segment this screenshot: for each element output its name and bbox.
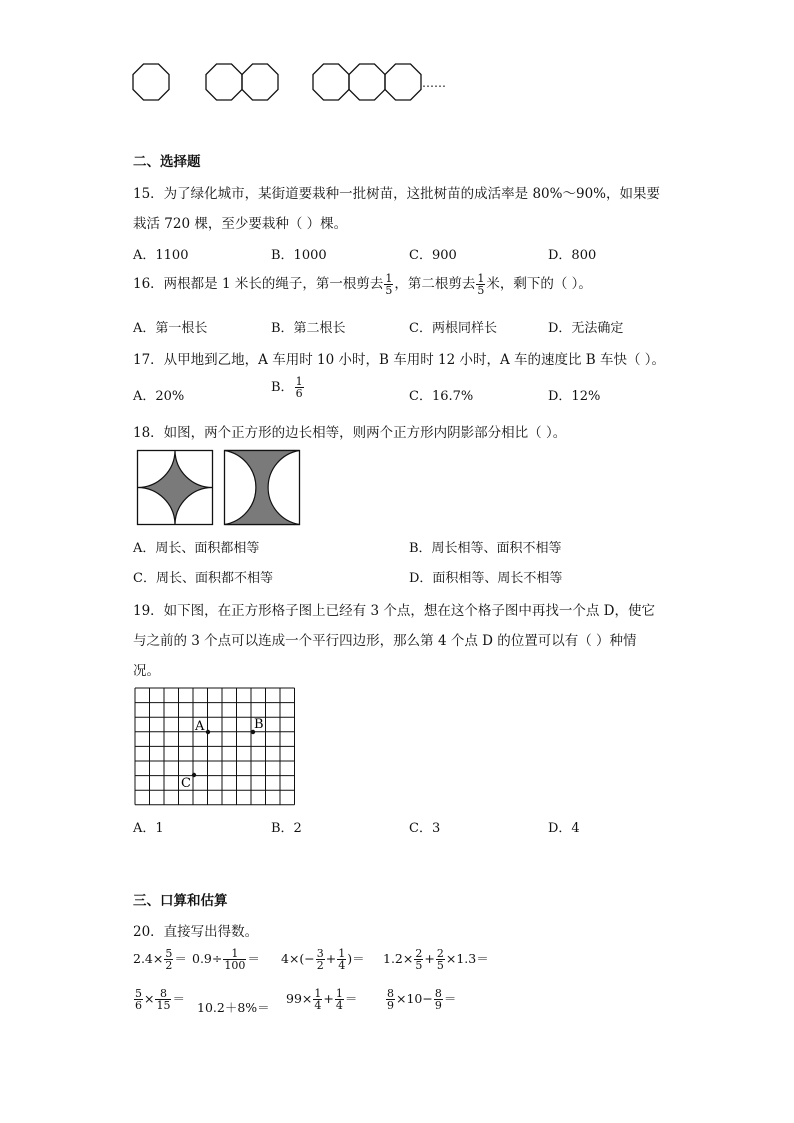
q17-option-d: D．12% xyxy=(548,389,601,404)
expr-text: )＝ xyxy=(347,951,365,966)
question-17: 17．从甲地到乙地，A 车用时 10 小时，B 车用时 12 小时，A 车的速度比 B 车快（ ）。 xyxy=(133,352,666,368)
fraction-denominator: 4 xyxy=(338,959,346,972)
point-a-label: A xyxy=(195,719,205,734)
calc-expression-7 xyxy=(286,988,357,1011)
q15-option-b: B．1000 xyxy=(271,248,327,263)
fraction-numerator: 1 xyxy=(385,272,393,285)
calc-expression-2 xyxy=(192,948,260,971)
fraction-numerator: 3 xyxy=(316,947,324,960)
expr-fraction xyxy=(313,988,322,1011)
expr-text: + xyxy=(325,951,337,966)
octagon-shape xyxy=(133,64,169,100)
fraction-numerator: 2 xyxy=(415,947,423,960)
octagon-shape xyxy=(349,64,385,100)
expr-fraction xyxy=(316,948,325,971)
fraction-numerator: 5 xyxy=(165,947,173,960)
q17-option-a: A．20% xyxy=(133,389,185,404)
expr-text: 1.2× xyxy=(383,951,414,966)
calc-expression-8 xyxy=(385,988,456,1011)
expr-text: × xyxy=(144,991,155,1006)
expr-fraction xyxy=(335,988,344,1011)
q16-fraction-1 xyxy=(384,273,393,296)
calc-expression-3 xyxy=(281,948,365,971)
section-title-mental-math: 三、口算和估算 xyxy=(133,893,228,909)
fraction-denominator: 6 xyxy=(135,999,142,1012)
fraction-numerator: 2 xyxy=(436,947,444,960)
octagon-shape xyxy=(242,64,278,100)
fraction-denominator: 5 xyxy=(385,284,393,297)
octagon-shape xyxy=(385,64,421,100)
fraction-denominator: 4 xyxy=(314,999,322,1012)
expr-fraction xyxy=(223,948,246,971)
expr-fraction xyxy=(134,988,143,1011)
calc-expression-5 xyxy=(133,988,185,1011)
expr-text: 2.4× xyxy=(133,951,164,966)
point-a-marker xyxy=(206,730,210,734)
fraction-numerator: 1 xyxy=(295,375,303,388)
q19-option-a: A．1 xyxy=(133,821,164,836)
calc-expression-6: 10.2＋8%＝ xyxy=(197,1000,270,1015)
q16-text-3: 米，剩下的（ ）。 xyxy=(486,276,592,292)
expr-fraction xyxy=(414,948,423,971)
calc-expression-1 xyxy=(133,948,187,971)
q18-option-c: C．周长、面积都不相等 xyxy=(133,571,273,586)
expr-text: ×10− xyxy=(396,991,433,1006)
pattern-ellipsis: …… xyxy=(422,76,446,90)
expr-fraction xyxy=(386,988,395,1011)
question-19-line1: 19．如下图，在正方形格子图上已经有 3 个点，想在这个格子图中再找一个点 D，使它 xyxy=(133,603,655,619)
q16-option-a: A．第一根长 xyxy=(133,321,208,336)
question-20: 20．直接写出得数。 xyxy=(133,924,259,940)
expr-text: + xyxy=(323,991,334,1006)
expr-text: 99× xyxy=(286,991,313,1006)
expr-text: ＝ xyxy=(172,991,185,1006)
section-title-choice: 二、选择题 xyxy=(133,154,201,170)
expr-fraction xyxy=(155,988,171,1011)
q16-option-b: B．第二根长 xyxy=(271,321,346,336)
fraction-denominator: 5 xyxy=(436,959,444,972)
q19-option-b: B．2 xyxy=(271,821,302,836)
q17-option-b-fraction xyxy=(295,376,304,399)
question-19-line2: 与之前的 3 个点可以连成一个平行四边形，那么第 4 个点 D 的位置可以有（ ）种情 xyxy=(133,633,637,649)
fraction-numerator: 1 xyxy=(477,272,485,285)
fraction-denominator: 9 xyxy=(387,999,394,1012)
octagon-shape xyxy=(206,64,242,100)
point-c-marker xyxy=(192,773,196,777)
expr-text: ＝ xyxy=(344,991,358,1006)
expr-text: ×1.3＝ xyxy=(445,951,489,966)
point-c-label: C xyxy=(181,776,191,791)
fraction-numerator: 8 xyxy=(155,988,171,1000)
expr-text: ＝ xyxy=(247,951,260,966)
fraction-denominator: 15 xyxy=(156,999,171,1012)
fraction-denominator: 9 xyxy=(434,999,442,1012)
q16-text-2: ，第二根剪去 xyxy=(394,276,476,292)
octagon-shape xyxy=(313,64,349,100)
expr-fraction xyxy=(434,988,443,1011)
fraction-numerator: 1 xyxy=(335,987,343,1000)
q15-option-c: C．900 xyxy=(409,248,457,263)
q16-option-c: C．两根同样长 xyxy=(409,321,497,336)
calc-expression-4 xyxy=(383,948,489,971)
q15-option-d: D．800 xyxy=(548,248,597,263)
question-19-line3: 况。 xyxy=(133,663,160,679)
expr-fraction xyxy=(337,948,346,971)
expr-fraction xyxy=(436,948,445,971)
q18-figure-left-square xyxy=(137,450,213,526)
q17-option-c: C．16.7% xyxy=(409,389,474,404)
fraction-denominator: 5 xyxy=(415,959,423,972)
octagon-pattern xyxy=(130,62,450,102)
question-18: 18．如图，两个正方形的边长相等，则两个正方形内阴影部分相比（ ）。 xyxy=(133,425,567,441)
q18-option-b: B．周长相等、面积不相等 xyxy=(409,541,562,556)
q18-option-a: A．周长、面积都相等 xyxy=(133,541,260,556)
question-16 xyxy=(133,272,592,296)
option-prefix: B． xyxy=(271,380,294,395)
fraction-numerator: 8 xyxy=(434,987,442,1000)
fraction-denominator: 2 xyxy=(316,959,324,972)
q19-option-c: C．3 xyxy=(409,821,441,836)
q18-option-d: D．面积相等、周长不相等 xyxy=(409,571,563,586)
q16-text-1: 16．两根都是 1 米长的绳子，第一根剪去 xyxy=(133,276,384,292)
expr-text: 4×(− xyxy=(281,951,315,966)
fraction-denominator: 100 xyxy=(224,959,246,972)
expr-text: + xyxy=(424,951,435,966)
q19-option-d: D．4 xyxy=(548,821,580,836)
expr-text: ＝ xyxy=(174,951,187,966)
q16-fraction-2 xyxy=(476,273,485,296)
fraction-denominator: 2 xyxy=(165,959,173,972)
fraction-denominator: 5 xyxy=(477,284,485,297)
fraction-numerator: 8 xyxy=(387,987,394,1000)
q15-option-a: A．1100 xyxy=(133,248,189,263)
expr-text: 0.9÷ xyxy=(192,951,223,966)
q18-figure-right-square xyxy=(224,450,300,526)
expr-fraction xyxy=(164,948,173,971)
fraction-numerator: 5 xyxy=(135,987,142,1000)
q16-option-d: D．无法确定 xyxy=(548,321,624,336)
question-15-line2: 栽活 720 棵，至少要栽种（ ）棵。 xyxy=(133,216,348,232)
q17-option-b xyxy=(271,376,305,399)
q19-grid-figure xyxy=(134,687,300,807)
fraction-denominator: 6 xyxy=(295,387,303,400)
fraction-numerator: 1 xyxy=(223,948,246,960)
fraction-denominator: 4 xyxy=(335,999,343,1012)
question-15-line1: 15．为了绿化城市，某街道要栽种一批树苗，这批树苗的成活率是 80%～90%，如果要 xyxy=(133,186,660,202)
expr-text: ＝ xyxy=(443,991,457,1006)
point-b-label: B xyxy=(254,717,264,732)
fraction-numerator: 1 xyxy=(338,947,346,960)
fraction-numerator: 1 xyxy=(314,987,322,1000)
